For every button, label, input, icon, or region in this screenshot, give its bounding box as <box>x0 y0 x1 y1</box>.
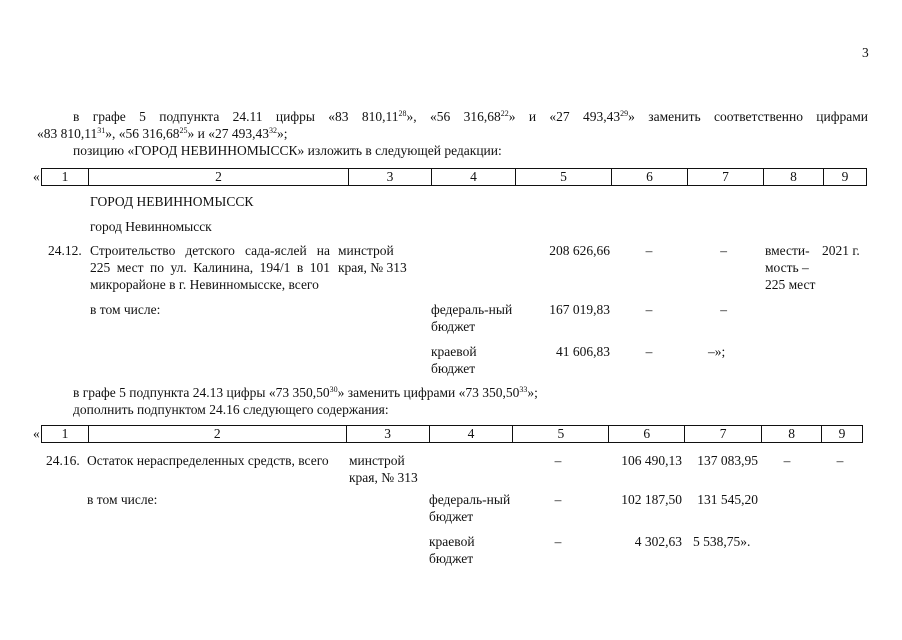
p3-footnote-1: 30 <box>329 385 338 394</box>
t2-row-description: Остаток нераспределенных средств, всего <box>87 453 329 468</box>
t1-regional-label: краевой бюджет <box>431 344 477 376</box>
t1-federal-col5: 167 019,83 <box>549 302 610 317</box>
position-paragraph: позицию «ГОРОД НЕВИННОМЫССК» изложить в следующей редакции: <box>73 143 502 158</box>
p1-l2-text-a: «83 810,11 <box>37 126 98 141</box>
t1-row-col8: вмести-мость – 225 мест <box>765 243 816 292</box>
amendment-paragraph-line1 <box>73 108 868 125</box>
t2-federal-col5: – <box>554 492 562 507</box>
p3-footnote-2: 33 <box>519 385 528 394</box>
t1-row-description: Строительство детского сада-яслей на 225 мест по ул. Калинина, 194/1 в 101 микрорайоне в г. Невинномысске, всего <box>90 243 330 292</box>
t2-col-3: 3 <box>346 426 429 442</box>
t2-including-label: в том числе: <box>87 492 158 507</box>
table1-header <box>41 168 867 186</box>
p1-text-d: » заменить соответственно цифрами <box>628 109 869 124</box>
t1-regional-col5: 41 606,83 <box>556 344 610 359</box>
amendment-paragraph-line2 <box>37 125 288 142</box>
t1-regional-col6: – <box>645 344 653 359</box>
p1-text-c: » и «27 493,43 <box>508 109 621 124</box>
p1-l2-footnote-3: 32 <box>268 126 277 135</box>
t1-regional-col7: –»; <box>708 344 726 359</box>
t2-regional-col7: 5 538,75». <box>693 534 751 549</box>
p1-text-a: в графе 5 подпункта 24.11 цифры «83 810,11 <box>73 109 399 124</box>
p1-l2-footnote-2: 25 <box>179 126 188 135</box>
t2-row-col6: 106 490,13 <box>621 453 682 468</box>
page-number: 3 <box>862 45 869 60</box>
t2-regional-col6: 4 302,63 <box>634 534 682 549</box>
t2-col-2: 2 <box>88 426 346 442</box>
t1-row-col6: – <box>645 243 653 258</box>
t1-col-3: 3 <box>348 169 431 185</box>
t2-regional-col5: – <box>554 534 562 549</box>
p1-footnote-3: 29 <box>620 109 629 118</box>
t2-col-7: 7 <box>684 426 761 442</box>
p3-text-b: » заменить цифрами «73 350,50 <box>337 385 520 400</box>
t1-col-9: 9 <box>823 169 866 185</box>
t2-row-col7: 137 083,95 <box>697 453 758 468</box>
p1-text-b: », «56 316,68 <box>406 109 501 124</box>
p1-l2-text-b: », «56 316,68 <box>105 126 180 141</box>
t1-section-title: ГОРОД НЕВИННОМЫССК <box>90 194 254 209</box>
t1-col-8: 8 <box>763 169 823 185</box>
p1-l2-text-d: »; <box>276 126 288 141</box>
t2-regional-label: краевой бюджет <box>429 534 475 566</box>
amendment-paragraph-2 <box>73 384 538 401</box>
t1-row-col9: 2021 г. <box>822 243 860 258</box>
t1-row-col7: – <box>720 243 727 258</box>
t1-col-1: 1 <box>61 169 69 184</box>
t1-subsection: город Невинномысск <box>90 219 212 234</box>
t2-row-col8: – <box>783 453 791 468</box>
p1-l2-text-c: » и «27 493,43 <box>187 126 269 141</box>
t2-federal-label: федераль-ный бюджет <box>429 492 511 524</box>
p1-l2-footnote-1: 31 <box>97 126 106 135</box>
table2-open-quote: « <box>33 426 40 441</box>
t1-federal-col7: – <box>720 302 727 317</box>
t2-row-ministry: минстрой края, № 313 <box>349 453 418 485</box>
t2-row-number: 24.16. <box>46 453 80 468</box>
t1-row-col5: 208 626,66 <box>549 243 610 258</box>
table1-open-quote: « <box>33 169 40 184</box>
t1-col-5: 5 <box>515 169 611 185</box>
t1-row-ministry: минстрой края, № 313 <box>338 243 407 275</box>
t2-col-9: 9 <box>821 426 862 442</box>
t2-col-6: 6 <box>608 426 684 442</box>
t2-col-5: 5 <box>512 426 608 442</box>
t2-col-8: 8 <box>761 426 821 442</box>
p3-text-c: »; <box>527 385 538 400</box>
t2-row-col5: – <box>554 453 562 468</box>
t2-federal-col7: 131 545,20 <box>697 492 758 507</box>
t1-col-4: 4 <box>431 169 515 185</box>
t2-federal-col6: 102 187,50 <box>621 492 682 507</box>
t1-col-2: 2 <box>88 169 348 185</box>
t1-row-number: 24.12. <box>48 243 82 258</box>
table2-header <box>41 425 863 443</box>
supplement-paragraph: дополнить подпунктом 24.16 следующего содержания: <box>73 402 389 417</box>
t2-col-1: 1 <box>61 426 69 441</box>
t1-federal-col6: – <box>645 302 653 317</box>
t2-col-4: 4 <box>429 426 513 442</box>
p1-footnote-2: 22 <box>500 109 509 118</box>
t1-including-label: в том числе: <box>90 302 161 317</box>
t2-row-col9: – <box>836 453 844 468</box>
t1-federal-label: федераль-ный бюджет <box>431 302 513 334</box>
p3-text-a: в графе 5 подпункта 24.13 цифры «73 350,50 <box>73 385 330 400</box>
t1-col-7: 7 <box>687 169 763 185</box>
p1-footnote-1: 28 <box>398 109 407 118</box>
t1-col-6: 6 <box>611 169 687 185</box>
